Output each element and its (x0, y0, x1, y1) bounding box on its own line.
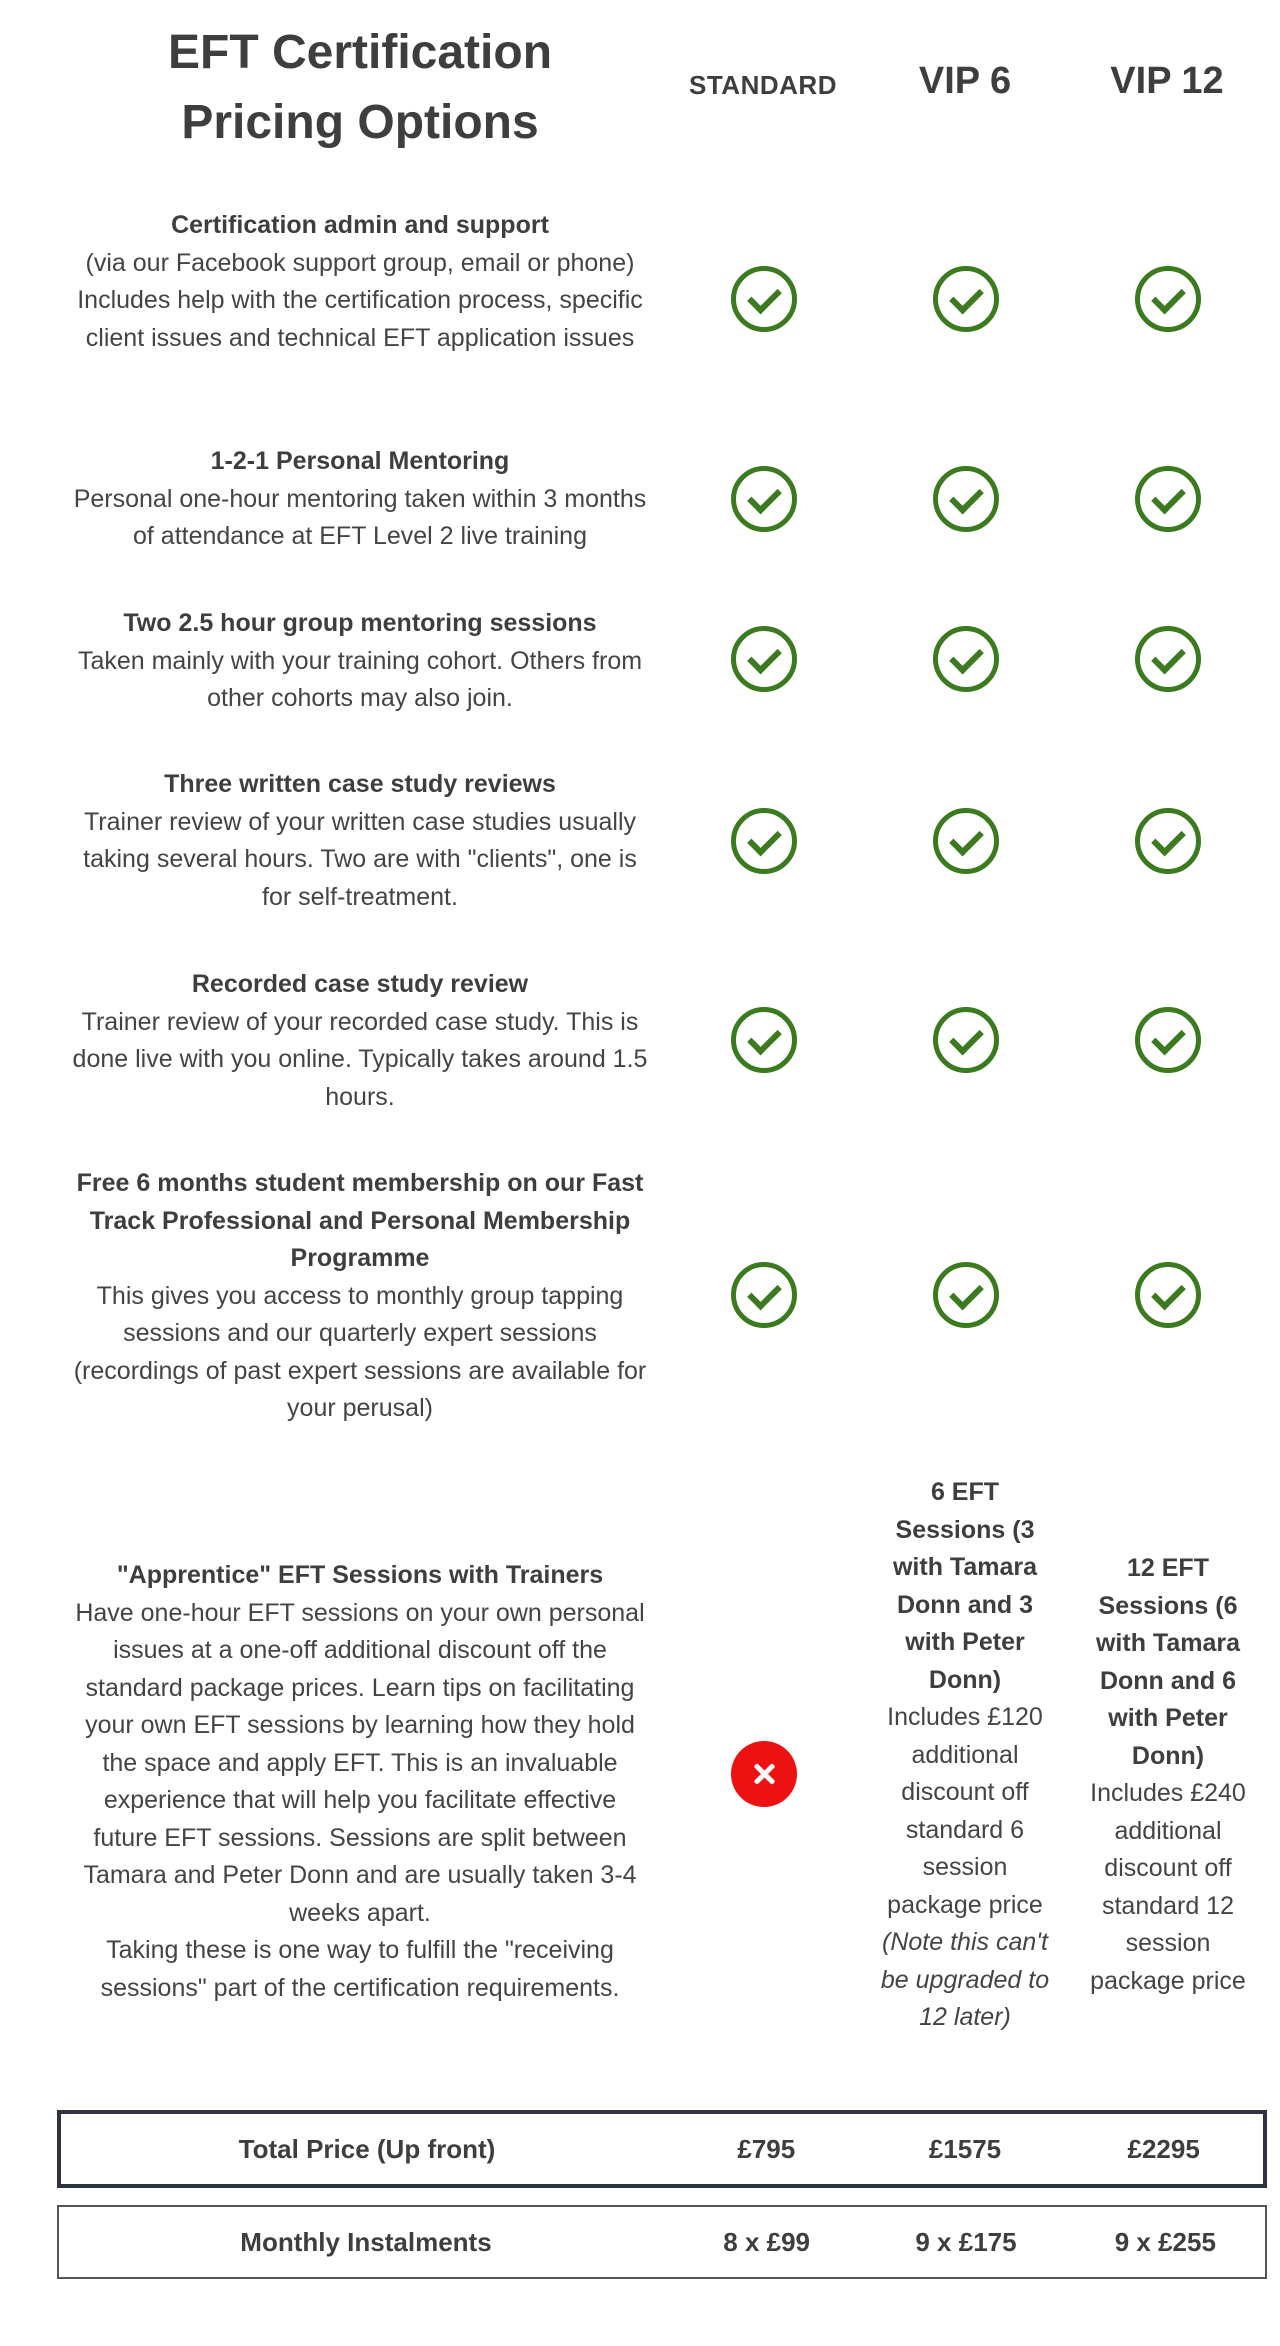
feature-written-case-studies (70, 766, 650, 916)
cross-icon (731, 1741, 797, 1807)
check-icon (933, 1262, 999, 1328)
feature-description-2: Taking these is one way to fulfill the "receiving sessions" part of the certification requirements. (100, 1936, 620, 2002)
check-icon (731, 626, 797, 692)
check-icon (731, 1007, 797, 1073)
feature-title: "Apprentice" EFT Sessions with Trainers (116, 1561, 604, 1589)
feature-student-membership (70, 1165, 650, 1428)
check-icon (933, 466, 999, 532)
feature-title: Three written case study reviews (164, 770, 556, 798)
check-icon (1135, 1262, 1201, 1328)
check-icon (933, 266, 999, 332)
total-price-row (57, 2110, 1267, 2188)
vip12-sessions-text: Includes £240 additional discount off standard 12 session package price (1090, 1779, 1246, 1995)
vip6-apprentice-details (878, 1474, 1052, 2037)
check-icon (731, 266, 797, 332)
feature-description: (via our Facebook support group, email or phone) Includes help with the certification process, specific client issues and technical EFT application issues (77, 248, 643, 352)
monthly-standard: 8 x £99 (723, 2226, 811, 2257)
feature-description: Trainer review of your written case studies usually taking several hours. Two are with "clients", one is for self-treatment. (83, 807, 637, 911)
feature-description: Personal one-hour mentoring taken within 3 months of attendance at EFT Level 2 live training (73, 484, 647, 550)
feature-description: Taken mainly with your training cohort. Others from other cohorts may also join. (77, 646, 643, 712)
feature-title: Free 6 months student membership on our Fast Track Professional and Personal Membership Programme (76, 1169, 644, 1272)
check-icon (731, 466, 797, 532)
feature-description: Trainer review of your recorded case study. This is done live with you online. Typically takes around 1.5 hours. (72, 1007, 648, 1111)
feature-title: Certification admin and support (171, 211, 549, 239)
check-icon (1135, 466, 1201, 532)
column-header-standard: STANDARD (689, 70, 837, 100)
monthly-vip12: 9 x £255 (1114, 2226, 1216, 2257)
feature-title: Two 2.5 hour group mentoring sessions (123, 609, 597, 637)
feature-title: 1-2-1 Personal Mentoring (210, 447, 510, 475)
check-icon (731, 1262, 797, 1328)
feature-personal-mentoring (70, 443, 650, 556)
total-price-label: Total Price (Up front) (238, 2133, 496, 2164)
vip12-sessions-title: 12 EFT Sessions (6 with Tamara Donn and 6 with Peter Donn) (1095, 1554, 1241, 1770)
feature-title: Recorded case study review (191, 970, 529, 998)
feature-apprentice-sessions (70, 1557, 650, 2007)
feature-description: Have one-hour EFT sessions on your own personal issues at a one-off additional discount off the standard package prices. Learn tips on facilitating your own EFT sessions by learning how they hold the space and apply EFT. This is an invaluable experience that will help you facilitate effective future EFT sessions. Sessions are split between Tamara and Peter Donn and are usually taken 3-4 weeks apart. (75, 1598, 645, 1927)
total-price-vip12: £2295 (1127, 2133, 1200, 2164)
check-icon (1135, 626, 1201, 692)
vip6-sessions-text: Includes £120 additional discount off standard 6 session package price (887, 1703, 1043, 1919)
check-icon (1135, 808, 1201, 874)
title-line-1: EFT Certification (167, 26, 553, 79)
check-icon (731, 808, 797, 874)
vip6-sessions-note: (Note this can't be upgraded to 12 later) (880, 1928, 1050, 2031)
title-line-2: Pricing Options (181, 96, 539, 149)
feature-description: This gives you access to monthly group tapping sessions and our quarterly expert sessions (recordings of past expert sessions are available for your perusal) (73, 1281, 647, 1422)
total-price-standard: £795 (737, 2133, 796, 2164)
check-icon (1135, 266, 1201, 332)
column-header-vip6: VIP 6 (918, 60, 1012, 102)
column-header-vip12: VIP 12 (1110, 60, 1224, 102)
vip6-sessions-title: 6 EFT Sessions (3 with Tamara Donn and 3 with Peter Donn) (892, 1478, 1038, 1694)
feature-group-mentoring (70, 605, 650, 718)
check-icon (933, 626, 999, 692)
feature-recorded-case-study (70, 966, 650, 1116)
check-icon (933, 808, 999, 874)
vip12-apprentice-details (1082, 1550, 1254, 2000)
check-icon (1135, 1007, 1201, 1073)
check-icon (933, 1007, 999, 1073)
page-title (50, 18, 670, 158)
total-price-vip6: £1575 (928, 2133, 1002, 2164)
feature-admin-support (70, 207, 650, 357)
monthly-instalments-label: Monthly Instalments (240, 2226, 492, 2257)
monthly-vip6: 9 x £175 (915, 2226, 1017, 2257)
monthly-instalments-row (57, 2205, 1267, 2279)
